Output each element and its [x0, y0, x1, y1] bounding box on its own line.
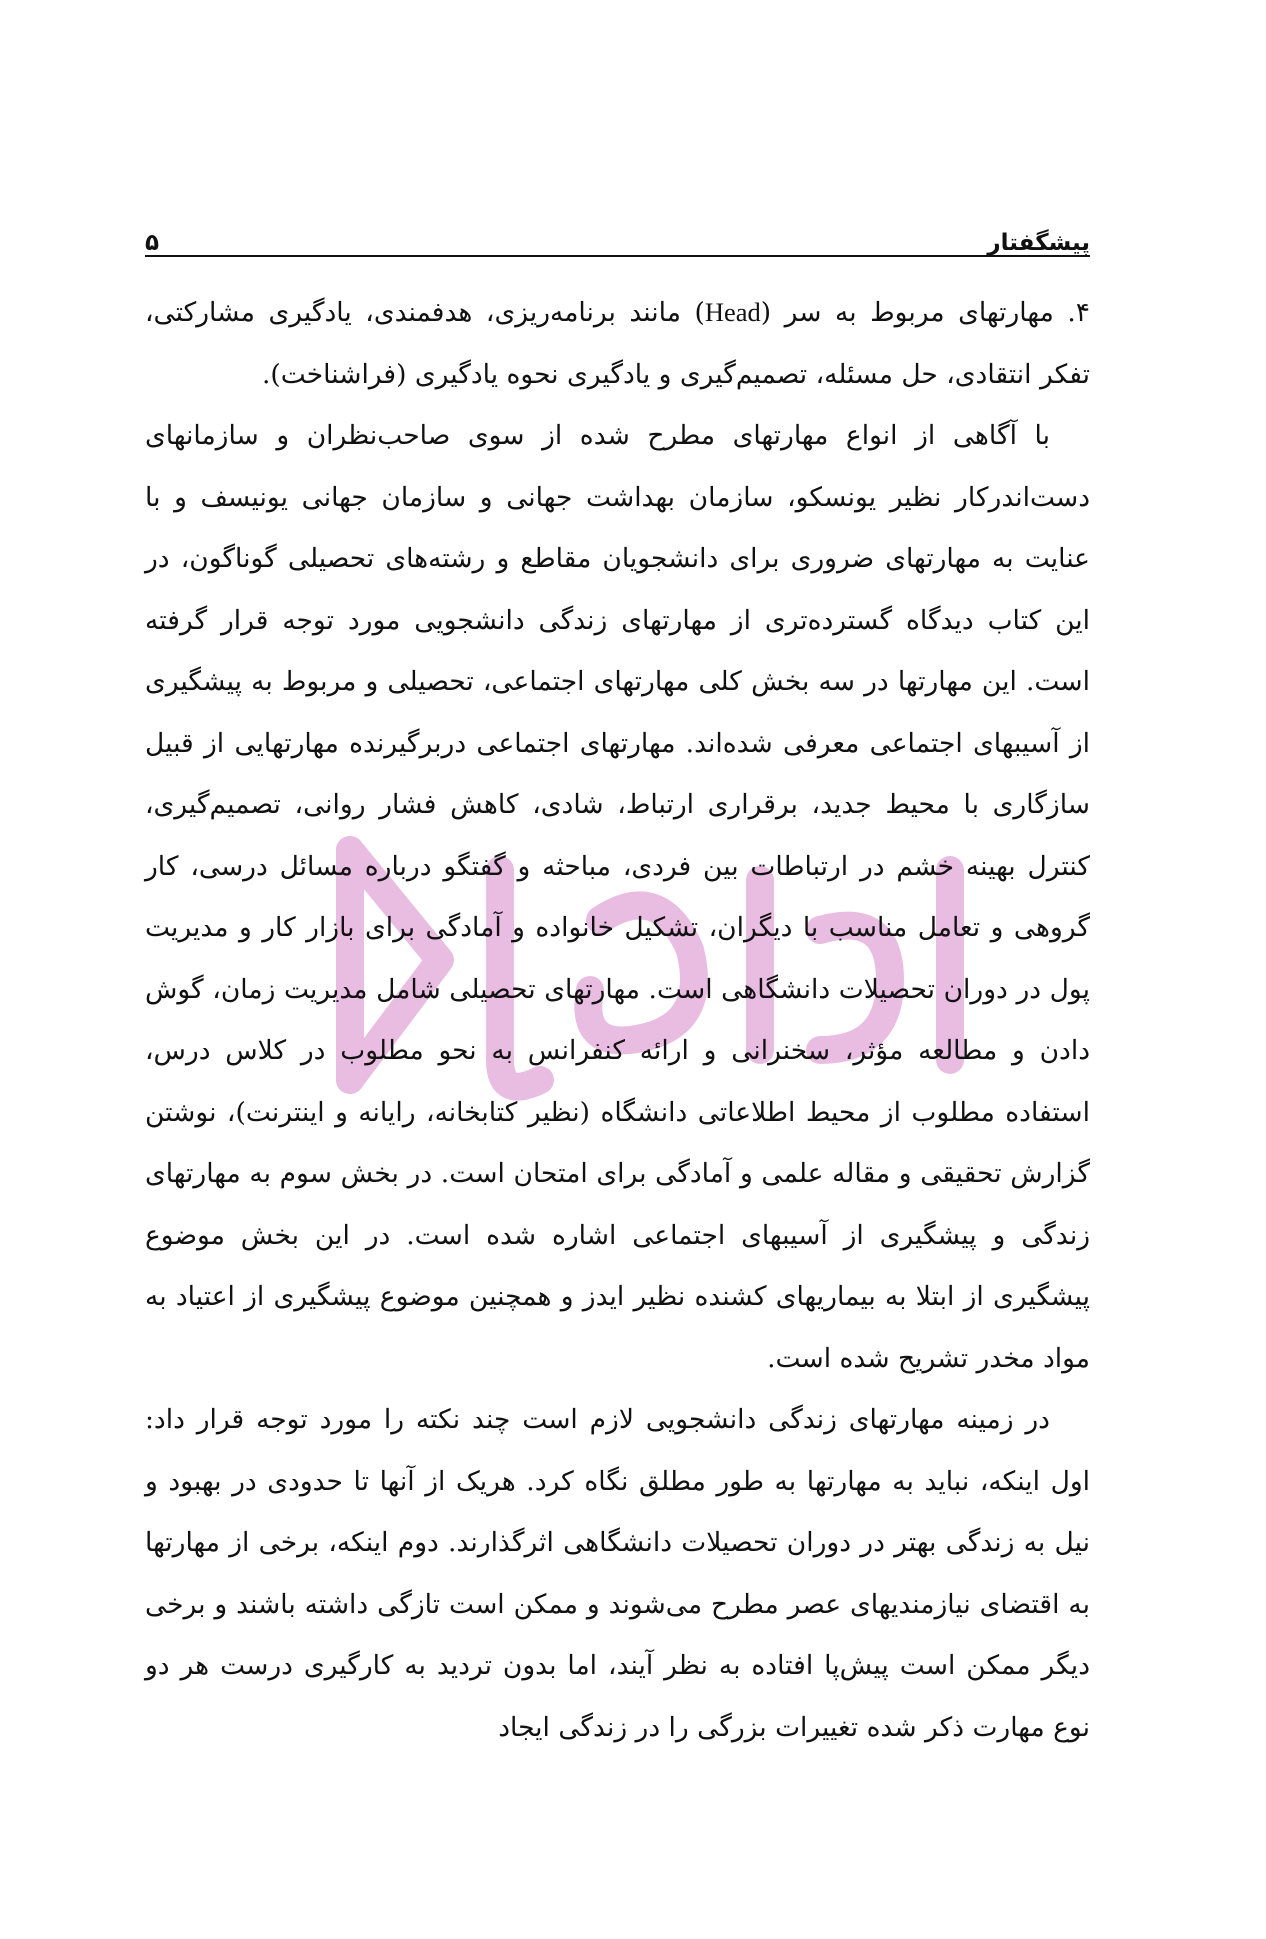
english-term: Head [704, 297, 761, 327]
paragraph-head-skills [145, 282, 1090, 405]
chapter-title: پیشگفتار [987, 230, 1090, 256]
paragraph-skills-overview: با آگاهی از انواع مهارتهای مطرح شده از سوی صاحب‌نظران و سازمانهای دست‌اندرکار نظیر یونسکو، سازمان بهداشت جهانی و سازمان جهانی یونیسف و با عنایت به مهارتهای ضروری برای دانشجویان مقاطع و رشته‌های تحصیلی گوناگون، در این کتاب دیدگاه گسترده‌تری از مهارتهای زندگی دانشجویی مورد توجه قرار گرفته است. این مهارتها در سه بخش کلی مهارتهای اجتماعی، تحصیلی و مربوط به پیشگیری از آسیبهای اجتماعی معرفی شده‌اند. مهارتهای اجتماعی دربرگیرنده مهارتهایی از قبیل سازگاری با محیط جدید، برقراری ارتباط، شادی، کاهش فشار روانی، تصمیم‌گیری، کنترل بهینه خشم در ارتباطات بین فردی، مباحثه و گفتگو درباره مسائل درسی، کار گروهی و تعامل مناسب با دیگران، تشکیل خانواده و آمادگی برای بازار کار و مدیریت پول در دوران تحصیلات دانشگاهی است. مهارتهای تحصیلی شامل مدیریت زمان، گوش دادن و مطالعه مؤثر، سخنرانی و ارائه کنفرانس به نحو مطلوب در کلاس درس، استفاده مطلوب از محیط اطلاعاتی دانشگاه (نظیر کتابخانه، رایانه و اینترنت)، نوشتن گزارش تحقیقی و مقاله علمی و آمادگی برای امتحان است. در بخش سوم به مهارتهای زندگی و پیشگیری از آسیبهای اجتماعی اشاره شده است. در این بخش موضوع پیشگیری از ابتلا به بیماریهای کشنده نظیر ایدز و همچنین موضوع پیشگیری از اعتیاد به مواد مخدر تشریح شده است. [145, 420, 1090, 1374]
paragraph-lead: ۴. مهارتهای مربوط به سر ( [760, 297, 1090, 328]
body-text [145, 282, 1090, 1758]
paragraph-considerations: در زمینه مهارتهای زندگی دانشجویی لازم است چند نکته را مورد توجه قرار داد: اول اینکه، نباید به مهارتها به طور مطلق نگاه کرد. هریک از آنها تا حدودی در بهبود و نیل به زندگی بهتر در دوران تحصیلات دانشگاهی اثرگذارند. دوم اینکه، برخی از مهارتها به اقتضای نیازمندیهای عصر مطرح می‌شوند و ممکن است تازگی داشته باشند و برخی دیگر ممکن است پیش‌پا افتاده به نظر آیند، اما بدون تردید به کارگیری درست هر دو نوع مهارت ذکر شده تغییرات بزرگی را در زندگی ایجاد [145, 1404, 1090, 1743]
header-rule [145, 255, 1090, 257]
page-number: ۵ [145, 230, 160, 256]
paragraph-rest: ) مانند برنامه‌ریزی، هدفمندی، یادگیری مشارکتی، تفکر انتقادی، حل مسئله، تصمیم‌گیری و یادگیری نحوه یادگیری (فراشناخت). [145, 297, 1090, 390]
running-head [145, 212, 1090, 256]
